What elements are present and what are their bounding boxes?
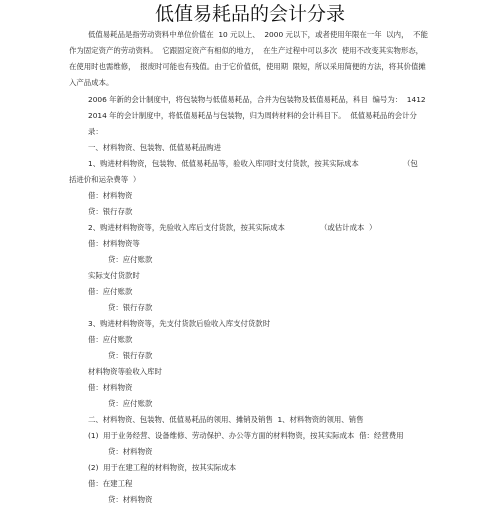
paragraph-line: 在使用时也需维修， 报废时可能也有残值。由于它价值低，使用期 限短，所以采用简便的方法，将其价值摊 <box>69 62 426 71</box>
entry-debit: 借：应付账款 <box>88 335 133 344</box>
entry-debit: 借：材料物资等 <box>88 239 140 248</box>
paragraph-line: （包 <box>403 159 418 168</box>
paragraph-line: 作为固定资产的劳动资料。 它跟固定资产有相似的地方， 在生产过程中可以多次 使用不改变其实物形态， <box>69 46 424 55</box>
entry-credit: 贷：银行存款 <box>88 207 133 216</box>
paragraph-line: 材料物资等验收入库时 <box>88 367 162 376</box>
paragraph-line: (2) 用于在建工程的材料物资，按其实际成本 <box>88 463 237 472</box>
paragraph-line: 2、购进材料物资等，先验收入库后支付货款，按其实际成本 <box>88 223 285 232</box>
entry-credit: 贷：应付账款 <box>108 399 153 408</box>
document-title: 低值易耗品的会计分录 <box>154 3 345 25</box>
paragraph-line: 2006 年新的会计制度中，将包装物与低值易耗品，合并为包装物及低值易耗品，科目 编号为： 1412 <box>88 95 426 104</box>
section-heading: 一、材料物资、包装物、低值易耗品购进 <box>88 143 222 152</box>
entry-credit: 贷：应付账款 <box>108 255 153 264</box>
paragraph-line: 低值易耗品是指劳动资料中单位价值在 10 元以上、 2000 元以下，或者使用年限在一年 以内， 不能 <box>88 30 428 39</box>
paragraph-line: 1、购进材料物资，包装物、低值易耗品等，验收入库同时支付货款，按其实际成本 <box>88 159 359 168</box>
entry-debit: 借：材料物资 <box>88 191 133 200</box>
paragraph-line: 3、购进材料物资等，先支付货款后验收入库支付货款时 <box>88 319 271 328</box>
paragraph-line: 实际支付货款时 <box>88 271 140 280</box>
paragraph-line: (1) 用于业务经营、设备维修、劳动保护、办公等方面的材料物资，按其实际成本 借：经营费用 <box>88 431 404 440</box>
entry-debit: 借：应付账款 <box>88 287 133 296</box>
paragraph-line: 括进价和运杂费等 ） <box>69 175 141 184</box>
paragraph-line: 录： <box>88 127 103 136</box>
paragraph-line: 2014 年的会计制度中，将低值易耗品与包装物，归为周转材料的会计科目下。 低值易耗品的会计分 <box>88 111 417 120</box>
entry-credit: 贷：材料物资 <box>108 495 153 504</box>
entry-debit: 借：在建工程 <box>88 479 133 488</box>
entry-credit: 贷：材料物资 <box>108 447 153 456</box>
entry-debit: 借：材料物资 <box>88 383 133 392</box>
entry-credit: 贷：银行存款 <box>108 351 153 360</box>
section-heading: 二、材料物资、包装物、低值易耗品的领用、摊销及销售 1、材料物资的领用、销售 <box>88 415 364 424</box>
paragraph-line: 入产品成本。 <box>69 78 114 87</box>
entry-credit: 贷：银行存款 <box>108 303 153 312</box>
paragraph-line: （或估计成本 ） <box>320 223 377 232</box>
